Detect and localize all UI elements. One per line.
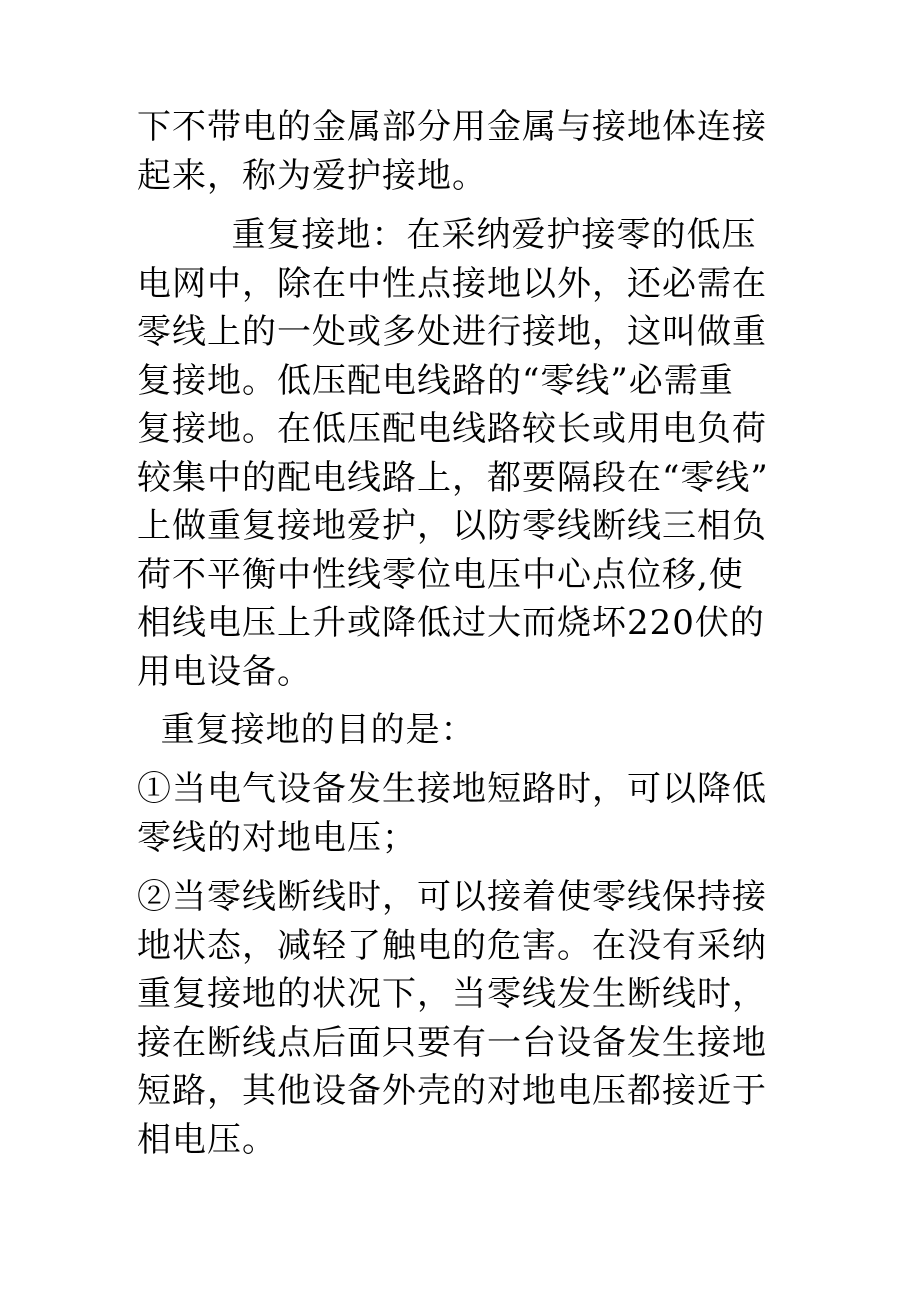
text-line: 零线上的一处或多处进行接地，这叫做重 <box>137 312 767 352</box>
paragraph-protective-grounding <box>137 103 797 200</box>
text-line: 上做重复接地爱护，以防零线断线三相负 <box>137 506 767 546</box>
text-line: ②当零线断线时，可以接着使零线保持接 <box>137 877 767 917</box>
text-line: 较集中的配电线路上，都要隔段在“零线” <box>137 457 769 498</box>
paragraph-purpose-item-2 <box>137 873 797 1164</box>
text-line: 重复接地：在采纳爱护接零的低压 <box>137 215 757 255</box>
text-line: 重复接地的状况下，当零线发生断线时， <box>137 974 767 1014</box>
text-line: 接在断线点后面只要有一台设备发生接地 <box>137 1022 767 1063</box>
text-line: 起来，称为爱护接地。 <box>137 155 487 196</box>
text-line: 荷不平衡中性线零位电压中心点位移,使 <box>137 554 744 595</box>
text-line: 零线的对地电压； <box>137 817 417 858</box>
text-line: 电网中，除在中性点接地以外，还必需在 <box>137 263 767 304</box>
text-line: 短路，其他设备外壳的对地电压都接近于 <box>137 1071 767 1111</box>
text-line: 复接地。在低压配电线路较长或用电负荷 <box>137 409 767 449</box>
text-line: 下不带电的金属部分用金属与接地体连接 <box>137 107 767 147</box>
text-line: 用电设备。 <box>137 651 312 692</box>
paragraph-purpose-heading <box>137 706 797 755</box>
paragraph-repeated-grounding <box>137 211 797 696</box>
text-line: 相线电压上升或降低过大而烧坏220伏的 <box>137 603 765 643</box>
text-line: 复接地。低压配电线路的“零线”必需重 <box>137 360 734 401</box>
text-line: 相电压。 <box>137 1119 277 1160</box>
text-line: 地状态，减轻了触电的危害。在没有采纳 <box>137 925 767 966</box>
text-line: ①当电气设备发生接地短路时，可以降低 <box>137 769 767 809</box>
text-line: 重复接地的目的是： <box>137 710 476 750</box>
paragraph-purpose-item-1 <box>137 765 797 862</box>
